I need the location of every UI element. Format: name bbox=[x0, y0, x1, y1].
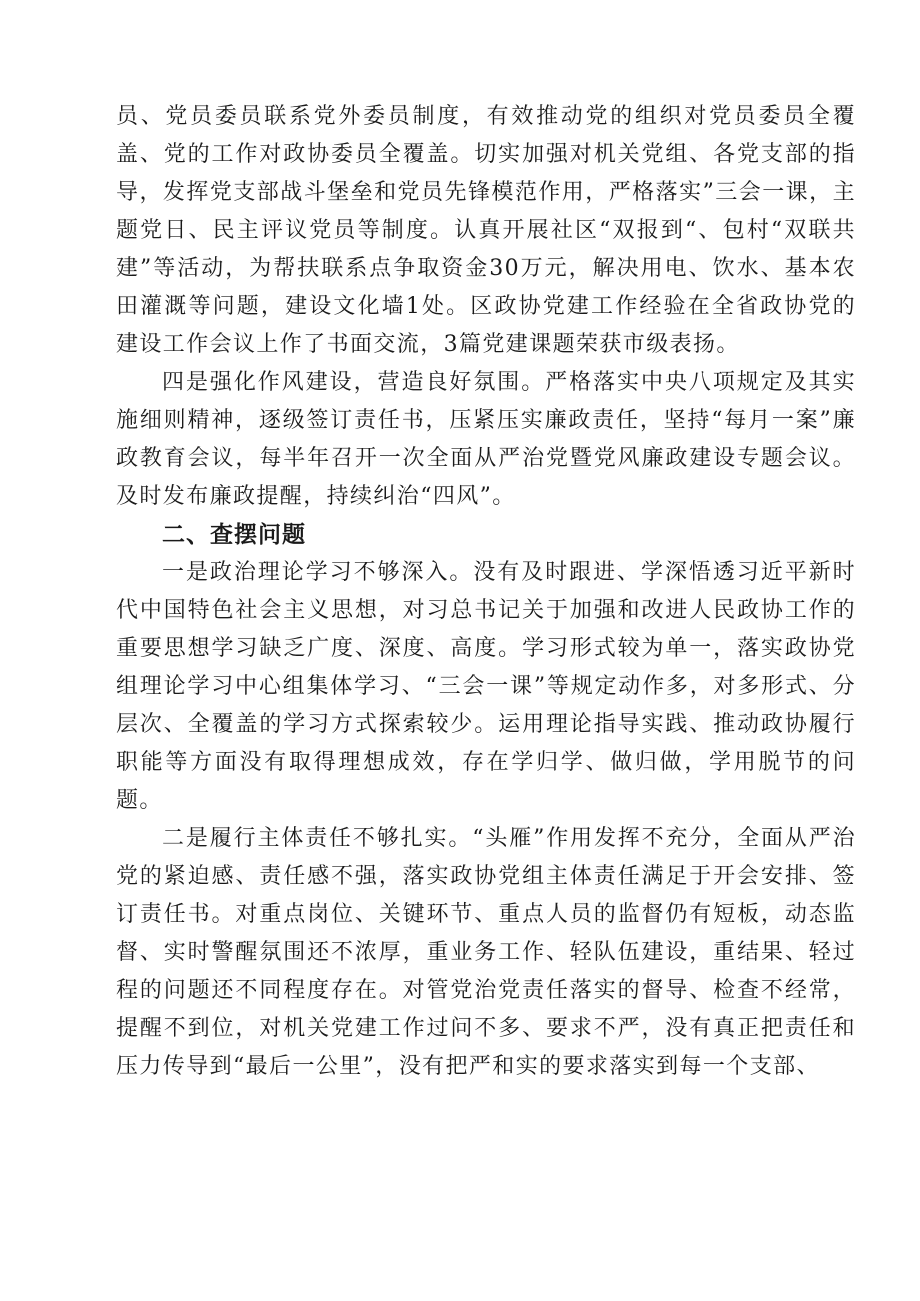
section-heading: 二、查摆问题 bbox=[162, 522, 306, 548]
paragraph-main-responsibility: 二是履行主体责任不够扎实。“头雁”作用发挥不充分，全面从严治党的紧迫感、责任感不强，落实政协党组主体责任满足于开会安排、签订责任书。对重点岗位、关键环节、重点人员的监督仍有短板，动态监督、实时警醒氛围还不浓厚，重业务工作、轻队伍建设，重结果、轻过程的问题还不同程度存在。对管党治党责任落实的督导、检查不经常，提醒不到位，对机关党建工作过问不多、要求不严，没有真正把责任和压力传导到“最后一公里”，没有把严和实的要求落实到每一个支部、 bbox=[116, 826, 856, 1079]
paragraph-continued: 员、党员委员联系党外委员制度，有效推动党的组织对党员委员全覆盖、党的工作对政协委员全覆盖。切实加强对机关党组、各党支部的指导，发挥党支部战斗堡垒和党员先锋模范作用，严格落实”三会一课，主题党日、民主评议党员等制度。认真开展社区“双报到“、包村“双联共建”等活动，为帮扶联系点争取资金30万元，解决用电、饮水、基本农田灌溉等问题，建设文化墙1处。区政协党建工作经验在全省政协党的建设工作会议上作了书面交流，3篇党建课题荣获市级表扬。 bbox=[116, 104, 856, 357]
paragraph-theory-study: 一是政治理论学习不够深入。没有及时跟进、学深悟透习近平新时代中国特色社会主义思想，对习总书记关于加强和改进人民政协工作的重要思想学习缺乏广度、深度、高度。学习形式较为单一，落实政协党组理论学习中心组集体学习、“三会一课”等规定动作多，对多形式、分层次、全覆盖的学习方式探索较少。运用理论指导实践、推动政协履行职能等方面没有取得理想成效，存在学归学、做归做，学用脱节的问题。 bbox=[116, 560, 856, 813]
document-body bbox=[116, 98, 856, 1086]
paragraph-style-building: 四是强化作风建设，营造良好氛围。严格落实中央八项规定及其实施细则精神，逐级签订责任书，压紧压实廉政责任，坚持“每月一案”廉政教育会议，每半年召开一次全面从严治党暨党风廉政建设专题会议。及时发布廉政提醒，持续纠治“四风”。 bbox=[116, 370, 856, 509]
